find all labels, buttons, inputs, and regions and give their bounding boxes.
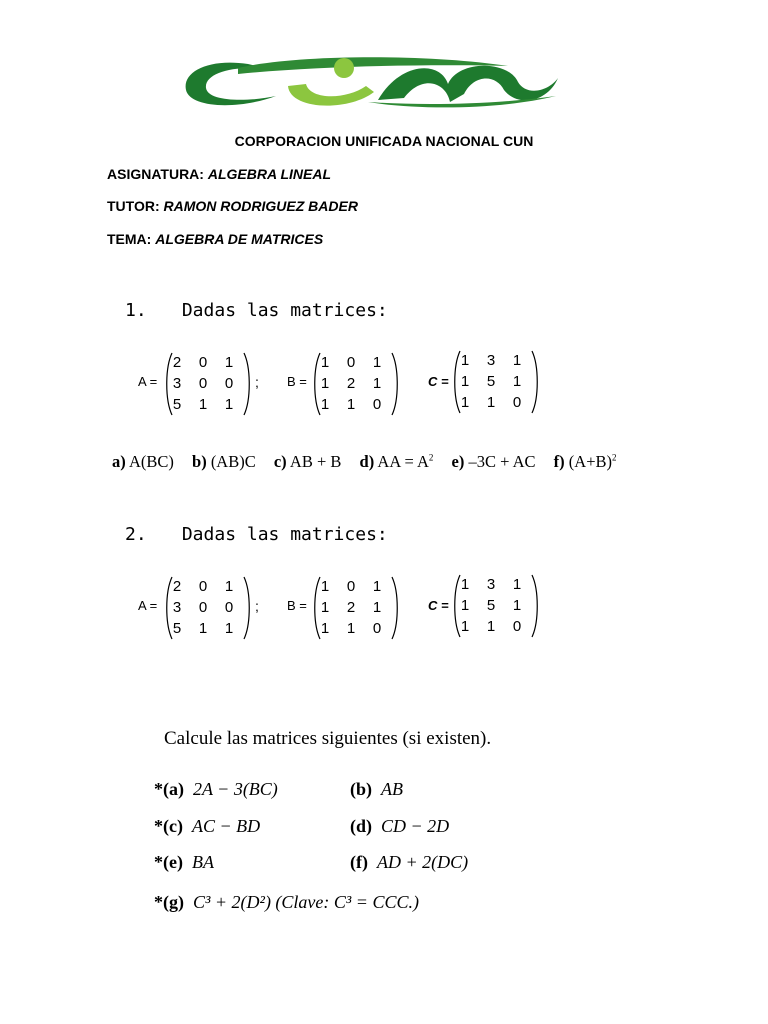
topic-line bbox=[107, 231, 323, 247]
operation-letter: e) bbox=[451, 452, 465, 471]
exercise-expr: AB bbox=[381, 779, 403, 799]
matrix-c bbox=[452, 350, 530, 413]
operation-letter: a) bbox=[112, 452, 126, 471]
cell: 1 bbox=[512, 352, 522, 369]
exercise-expr: C³ + 2(D²) (Clave: C³ = CCC.) bbox=[193, 892, 419, 912]
operation-letter: f) bbox=[553, 452, 565, 471]
problem-1-matrices bbox=[0, 350, 768, 420]
tutor-line bbox=[107, 198, 358, 214]
problem-number: 2. bbox=[125, 524, 147, 545]
operation-expr: A(BC) bbox=[128, 452, 174, 471]
subject-line bbox=[107, 166, 331, 182]
exercise-item bbox=[350, 852, 468, 873]
cell: 1 bbox=[486, 394, 496, 411]
operation-expr: –3C + AC bbox=[468, 452, 536, 471]
cell: 1 bbox=[320, 599, 330, 616]
cell: 1 bbox=[224, 354, 234, 371]
cell: 2 bbox=[346, 375, 356, 392]
cell: 1 bbox=[460, 394, 470, 411]
exercise-expr: AC − BD bbox=[191, 816, 261, 836]
right-paren-icon bbox=[390, 352, 400, 416]
right-paren-icon bbox=[242, 576, 252, 640]
matrix-c bbox=[452, 574, 530, 637]
exercise-letter: (b) bbox=[350, 779, 372, 799]
calc-instructions: Calcule las matrices siguientes (si existen). bbox=[164, 728, 492, 749]
cell: 5 bbox=[486, 373, 496, 390]
separator: ; bbox=[255, 598, 259, 614]
cell: 1 bbox=[486, 618, 496, 635]
right-paren-icon bbox=[390, 576, 400, 640]
cell: 0 bbox=[372, 620, 382, 637]
cell: 3 bbox=[172, 599, 182, 616]
cell: 1 bbox=[460, 576, 470, 593]
cell: 0 bbox=[346, 578, 356, 595]
tutor-value: RAMON RODRIGUEZ BADER bbox=[163, 198, 358, 214]
cell: 5 bbox=[172, 620, 182, 637]
cell: 3 bbox=[172, 375, 182, 392]
operation-expr: (AB)C bbox=[210, 452, 256, 471]
cell: 1 bbox=[460, 373, 470, 390]
exponent: 2 bbox=[612, 452, 617, 463]
cell: 2 bbox=[172, 354, 182, 371]
problem-number: 1. bbox=[125, 300, 147, 321]
exercise-letter: (f) bbox=[350, 852, 368, 872]
matrix-a bbox=[164, 352, 242, 415]
operation-expr: (A+B) bbox=[568, 452, 613, 471]
topic-value: ALGEBRA DE MATRICES bbox=[155, 231, 324, 247]
cell: 0 bbox=[512, 394, 522, 411]
operation-item bbox=[554, 452, 617, 471]
cell: 0 bbox=[346, 354, 356, 371]
operation-expr: AB + B bbox=[289, 452, 342, 471]
matrix-a-label: A = bbox=[138, 374, 158, 389]
cell: 1 bbox=[224, 396, 234, 413]
matrix-a-label: A = bbox=[138, 598, 158, 613]
cell: 1 bbox=[320, 354, 330, 371]
cell: 1 bbox=[320, 396, 330, 413]
operations-list bbox=[112, 452, 631, 472]
cell: 0 bbox=[198, 599, 208, 616]
cell: 1 bbox=[512, 597, 522, 614]
cell: 1 bbox=[372, 354, 382, 371]
operation-item bbox=[360, 452, 434, 471]
operation-letter: c) bbox=[273, 452, 287, 471]
subject-label: ASIGNATURA: bbox=[107, 166, 204, 182]
logo-dot bbox=[334, 58, 354, 78]
problem-2-matrices bbox=[0, 574, 768, 644]
cell: 1 bbox=[512, 373, 522, 390]
exercise-item bbox=[350, 779, 403, 800]
exercise-expr: CD − 2D bbox=[381, 816, 450, 836]
problem-2-heading bbox=[125, 524, 388, 545]
cun-logo bbox=[178, 52, 560, 114]
cell: 2 bbox=[346, 599, 356, 616]
exercise-letter: *(c) bbox=[154, 816, 183, 836]
exercise-expr: AD + 2(DC) bbox=[376, 852, 469, 872]
cell: 1 bbox=[320, 578, 330, 595]
cell: 1 bbox=[372, 578, 382, 595]
cell: 1 bbox=[346, 620, 356, 637]
exercise-item bbox=[350, 816, 449, 837]
organization-title: CORPORACION UNIFICADA NACIONAL CUN bbox=[234, 133, 534, 149]
cell: 5 bbox=[172, 396, 182, 413]
cell: 3 bbox=[486, 352, 496, 369]
exercise-letter: *(a) bbox=[154, 779, 184, 799]
exercise-letter: (d) bbox=[350, 816, 372, 836]
cell: 1 bbox=[460, 597, 470, 614]
separator: ; bbox=[255, 374, 259, 390]
logo-n-stroke bbox=[378, 66, 558, 102]
matrix-c-label: C = bbox=[428, 374, 449, 389]
operation-item bbox=[274, 452, 342, 471]
cell: 0 bbox=[224, 375, 234, 392]
matrix-b bbox=[312, 352, 390, 415]
problem-1-heading bbox=[125, 300, 388, 321]
matrix-b-label: B = bbox=[287, 374, 307, 389]
problem-title: Dadas las matrices: bbox=[181, 524, 388, 545]
logo-u-shape bbox=[288, 84, 374, 106]
exercise-item bbox=[154, 852, 214, 873]
right-paren-icon bbox=[242, 352, 252, 416]
cell: 1 bbox=[346, 396, 356, 413]
matrix-b-label: B = bbox=[287, 598, 307, 613]
cell: 1 bbox=[372, 375, 382, 392]
cell: 1 bbox=[512, 576, 522, 593]
operation-letter: b) bbox=[192, 452, 207, 471]
problem-title: Dadas las matrices: bbox=[181, 300, 388, 321]
cell: 0 bbox=[198, 578, 208, 595]
operation-letter: d) bbox=[359, 452, 375, 471]
cell: 1 bbox=[198, 620, 208, 637]
tutor-label: TUTOR: bbox=[107, 198, 160, 214]
exercise-item bbox=[154, 816, 260, 837]
matrix-a bbox=[164, 576, 242, 639]
cell: 1 bbox=[460, 352, 470, 369]
cell: 0 bbox=[224, 599, 234, 616]
exercise-item bbox=[154, 779, 278, 800]
exercise-letter: *(g) bbox=[154, 892, 184, 912]
cell: 1 bbox=[460, 618, 470, 635]
topic-label: TEMA: bbox=[107, 231, 152, 247]
right-paren-icon bbox=[530, 574, 540, 638]
exercise-item bbox=[154, 892, 419, 913]
cell: 1 bbox=[224, 620, 234, 637]
exercise-letter: *(e) bbox=[154, 852, 183, 872]
cell: 2 bbox=[172, 578, 182, 595]
operation-item bbox=[192, 452, 256, 471]
exercise-expr: BA bbox=[191, 852, 214, 872]
exponent: 2 bbox=[428, 452, 434, 463]
cell: 3 bbox=[486, 576, 496, 593]
cell: 0 bbox=[372, 396, 382, 413]
cell: 1 bbox=[320, 375, 330, 392]
matrix-c-label: C = bbox=[428, 598, 449, 613]
operation-item bbox=[112, 452, 174, 471]
cell: 1 bbox=[198, 396, 208, 413]
operation-item bbox=[452, 452, 536, 471]
cell: 1 bbox=[224, 578, 234, 595]
matrix-b bbox=[312, 576, 390, 639]
cell: 1 bbox=[372, 599, 382, 616]
cell: 1 bbox=[320, 620, 330, 637]
operation-expr: AA = A bbox=[377, 452, 429, 471]
subject-value: ALGEBRA LINEAL bbox=[207, 166, 332, 182]
right-paren-icon bbox=[530, 350, 540, 414]
cell: 5 bbox=[486, 597, 496, 614]
cell: 0 bbox=[198, 375, 208, 392]
exercise-expr: 2A − 3(BC) bbox=[193, 779, 278, 799]
cell: 0 bbox=[198, 354, 208, 371]
cell: 0 bbox=[512, 618, 522, 635]
